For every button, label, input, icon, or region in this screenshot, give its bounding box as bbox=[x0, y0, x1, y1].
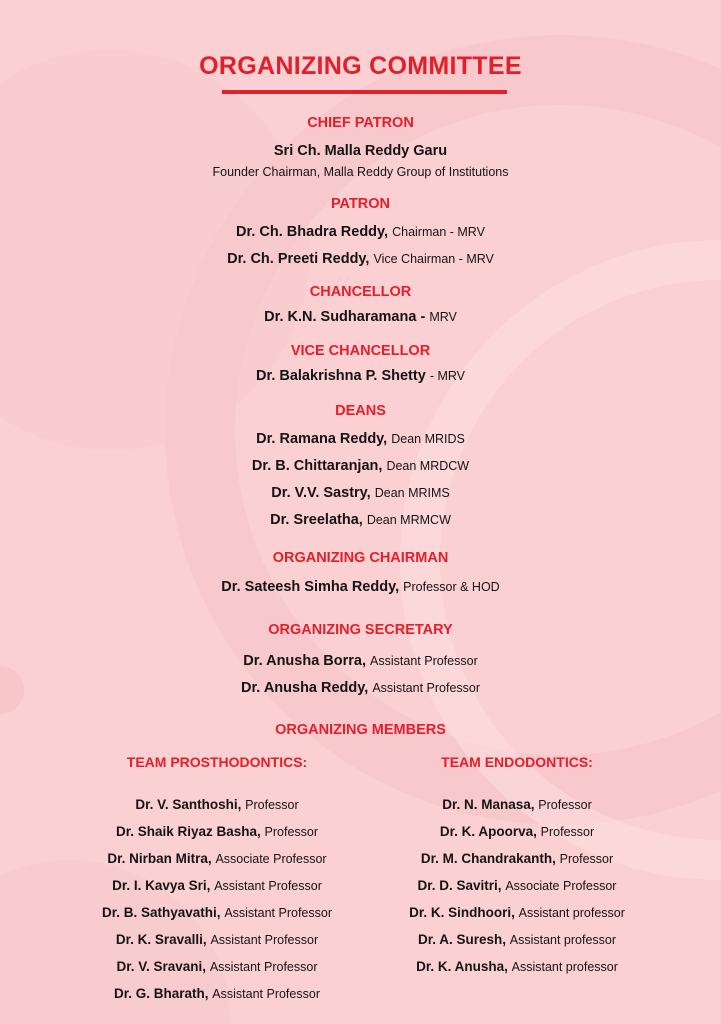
member-role: Associate Professor bbox=[505, 879, 617, 893]
team-prosthodontics-column bbox=[67, 752, 367, 1012]
member-role: Assistant Professor bbox=[209, 960, 318, 974]
member-name: Dr. G. Bharath, bbox=[114, 986, 209, 1001]
section-heading-organizing-chairman: ORGANIZING CHAIRMAN bbox=[272, 550, 449, 566]
member-role: Professor bbox=[538, 798, 592, 812]
member-role: Professor bbox=[245, 798, 299, 812]
team-member bbox=[367, 958, 667, 985]
member-name: Dr. Ch. Bhadra Reddy, bbox=[236, 224, 389, 240]
member-name: Dr. D. Savitri, bbox=[417, 878, 502, 893]
member-role: Assistant Professor bbox=[212, 987, 320, 1001]
title-underline bbox=[222, 90, 507, 94]
section-heading-chief-patron: CHIEF PATRON bbox=[307, 115, 414, 131]
member-role: Associate Professor bbox=[215, 852, 327, 866]
member-role: Dean MRIDS bbox=[391, 432, 465, 446]
dean-line bbox=[0, 484, 721, 502]
team-member bbox=[67, 958, 367, 985]
chancellor-line bbox=[0, 308, 721, 326]
team-member bbox=[367, 823, 667, 850]
section-heading-patron: PATRON bbox=[330, 196, 391, 212]
page-title: ORGANIZING COMMITTEE bbox=[199, 52, 522, 80]
team-heading: TEAM ENDODONTICS: bbox=[441, 754, 593, 770]
team-member-list bbox=[67, 796, 367, 1012]
member-name: Dr. K. Sravalli, bbox=[115, 932, 207, 947]
team-member bbox=[67, 850, 367, 877]
member-name: Sri Ch. Malla Reddy Garu bbox=[273, 143, 448, 159]
organizing-secretary-line bbox=[0, 679, 721, 697]
member-role: Assistant Professor bbox=[210, 933, 319, 947]
member-name: Dr. Sateesh Simha Reddy, bbox=[221, 579, 400, 595]
member-name: Dr. K.N. Sudharamana - bbox=[264, 309, 426, 325]
member-name: Dr. Ramana Reddy, bbox=[256, 431, 388, 447]
member-name: Dr. N. Manasa, bbox=[442, 797, 535, 812]
organizing-chairman-line bbox=[0, 578, 721, 596]
chief-patron-name bbox=[0, 142, 721, 160]
section-heading-deans: DEANS bbox=[335, 403, 386, 419]
member-role: Assistant Professor bbox=[370, 654, 478, 668]
member-role: Professor bbox=[559, 852, 614, 866]
dean-line bbox=[0, 511, 721, 529]
member-name: Dr. V. Santhoshi, bbox=[135, 797, 242, 812]
dean-line bbox=[0, 457, 721, 475]
member-name: Dr. V.V. Sastry, bbox=[271, 485, 371, 501]
organizing-secretary-line bbox=[0, 652, 721, 670]
member-name: Dr. B. Chittaranjan, bbox=[251, 458, 383, 474]
member-role: Dean MRMCW bbox=[366, 513, 451, 527]
vice-chancellor-line bbox=[0, 367, 721, 385]
team-member bbox=[367, 931, 667, 958]
team-member-list bbox=[367, 796, 667, 985]
member-role: MRV bbox=[429, 310, 457, 324]
team-member bbox=[67, 877, 367, 904]
patron-line bbox=[0, 223, 721, 241]
member-role: Assistant professor bbox=[509, 933, 617, 947]
dean-line bbox=[0, 430, 721, 448]
member-role: Professor & HOD bbox=[403, 580, 500, 594]
team-member bbox=[67, 823, 367, 850]
member-name: Dr. Shaik Riyaz Basha, bbox=[115, 824, 261, 839]
team-member bbox=[67, 931, 367, 958]
member-name: Dr. Ch. Preeti Reddy, bbox=[227, 251, 370, 267]
team-member bbox=[367, 850, 667, 877]
team-member bbox=[367, 796, 667, 823]
member-role: Vice Chairman - MRV bbox=[373, 252, 494, 266]
team-member bbox=[67, 985, 367, 1012]
member-name: Dr. K. Apoorva, bbox=[439, 824, 537, 839]
member-name: Dr. Sreelatha, bbox=[270, 512, 363, 528]
member-name: Dr. Anusha Reddy, bbox=[240, 680, 369, 696]
member-role: Assistant Professor bbox=[372, 681, 481, 695]
team-member bbox=[67, 796, 367, 823]
member-name: Dr. B. Sathyavathi, bbox=[102, 905, 221, 920]
member-role: Professor bbox=[264, 825, 319, 839]
member-role: Dean MRDCW bbox=[386, 459, 470, 473]
team-member bbox=[67, 904, 367, 931]
section-heading-organizing-members: ORGANIZING MEMBERS bbox=[275, 722, 446, 738]
team-heading: TEAM PROSTHODONTICS: bbox=[126, 754, 308, 770]
section-heading-chancellor: CHANCELLOR bbox=[309, 284, 412, 300]
section-heading-organizing-secretary: ORGANIZING SECRETARY bbox=[268, 622, 453, 638]
member-role: Chairman - MRV bbox=[392, 225, 485, 239]
member-role: Assistant professor bbox=[511, 960, 618, 974]
member-name: Dr. Nirban Mitra, bbox=[107, 851, 212, 866]
team-member bbox=[367, 877, 667, 904]
team-endodontics-column bbox=[367, 752, 667, 985]
member-role: - MRV bbox=[429, 369, 465, 383]
member-name: Dr. V. Sravani, bbox=[116, 959, 207, 974]
member-role: Professor bbox=[540, 825, 595, 839]
member-name: Dr. K. Anusha, bbox=[416, 959, 508, 974]
section-heading-vice-chancellor: VICE CHANCELLOR bbox=[290, 343, 431, 359]
member-role: Assistant Professor bbox=[224, 906, 332, 920]
member-role: Assistant Professor bbox=[214, 879, 322, 893]
team-member bbox=[367, 904, 667, 931]
patron-line bbox=[0, 250, 721, 268]
member-name: Dr. I. Kavya Sri, bbox=[112, 878, 211, 893]
member-name: Dr. M. Chandrakanth, bbox=[420, 851, 556, 866]
member-role: Assistant professor bbox=[518, 906, 625, 920]
member-role: Dean MRIMS bbox=[374, 486, 450, 500]
member-name: Dr. Balakrishna P. Shetty bbox=[256, 368, 426, 384]
member-name: Dr. K. Sindhoori, bbox=[409, 905, 515, 920]
member-name: Dr. Anusha Borra, bbox=[243, 653, 367, 669]
chief-patron-designation: Founder Chairman, Malla Reddy Group of Institutions bbox=[212, 165, 509, 179]
member-name: Dr. A. Suresh, bbox=[417, 932, 506, 947]
